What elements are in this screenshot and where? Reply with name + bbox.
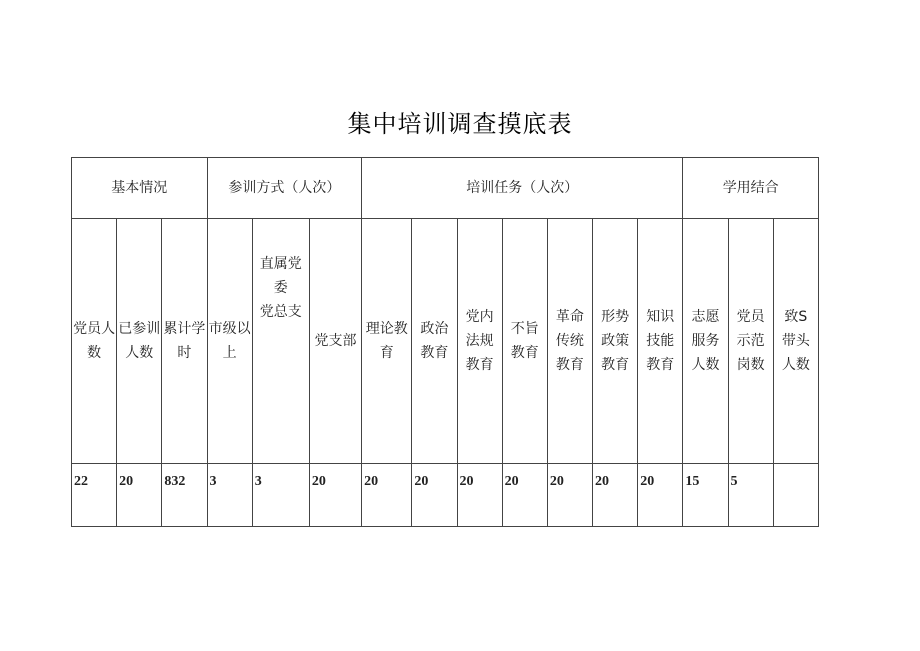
value-member-count: 22 [72, 464, 117, 527]
group-training-mode: 参训方式（人次） [207, 158, 362, 219]
header-leader-count: 致S带头人数 [773, 219, 818, 464]
value-knowledge-skill-education: 20 [638, 464, 683, 527]
header-revolution-tradition-education: 革命传统教育 [547, 219, 592, 464]
value-theory-education: 20 [362, 464, 412, 527]
header-theory-education: 理论教育 [362, 219, 412, 464]
header-model-post-count: 党员示范岗数 [728, 219, 773, 464]
value-leader-count [773, 464, 818, 527]
value-row [72, 464, 819, 527]
value-model-post-count: 5 [728, 464, 773, 527]
header-party-rules-education: 党内法规教育 [457, 219, 502, 464]
value-party-branch: 20 [309, 464, 361, 527]
value-total-hours: 832 [162, 464, 207, 527]
header-general-branch: 党总支 [259, 304, 302, 320]
value-buzhi-education: 20 [502, 464, 547, 527]
header-direct-committee: 直属党委 [259, 256, 302, 296]
header-knowledge-skill-education: 知识技能教育 [638, 219, 683, 464]
group-basic-info: 基本情况 [72, 158, 208, 219]
header-trained-count: 已参训人数 [117, 219, 162, 464]
header-total-hours: 累计学时 [162, 219, 207, 464]
sub-header-row [72, 219, 819, 464]
header-volunteer-count: 志愿服务人数 [683, 219, 728, 464]
header-political-education: 政治教育 [412, 219, 457, 464]
value-party-rules-education: 20 [457, 464, 502, 527]
value-city-level: 3 [207, 464, 252, 527]
header-direct-committee-general-branch [252, 219, 309, 464]
value-volunteer-count: 15 [683, 464, 728, 527]
group-study-application: 学用结合 [683, 158, 819, 219]
page-title: 集中培训调查摸底表 [347, 110, 573, 138]
survey-table [71, 157, 819, 527]
value-situation-policy-education: 20 [593, 464, 638, 527]
header-buzhi-education: 不旨教育 [502, 219, 547, 464]
value-political-education: 20 [412, 464, 457, 527]
value-trained-count: 20 [117, 464, 162, 527]
header-member-count: 党员人数 [72, 219, 117, 464]
value-direct-committee-general-branch: 3 [252, 464, 309, 527]
value-revolution-tradition-education: 20 [547, 464, 592, 527]
header-city-level: 市级以上 [207, 219, 252, 464]
group-header-row [72, 158, 819, 219]
header-situation-policy-education: 形势政策教育 [593, 219, 638, 464]
header-party-branch: 党支部 [309, 219, 361, 464]
group-training-tasks: 培训任务（人次） [362, 158, 683, 219]
